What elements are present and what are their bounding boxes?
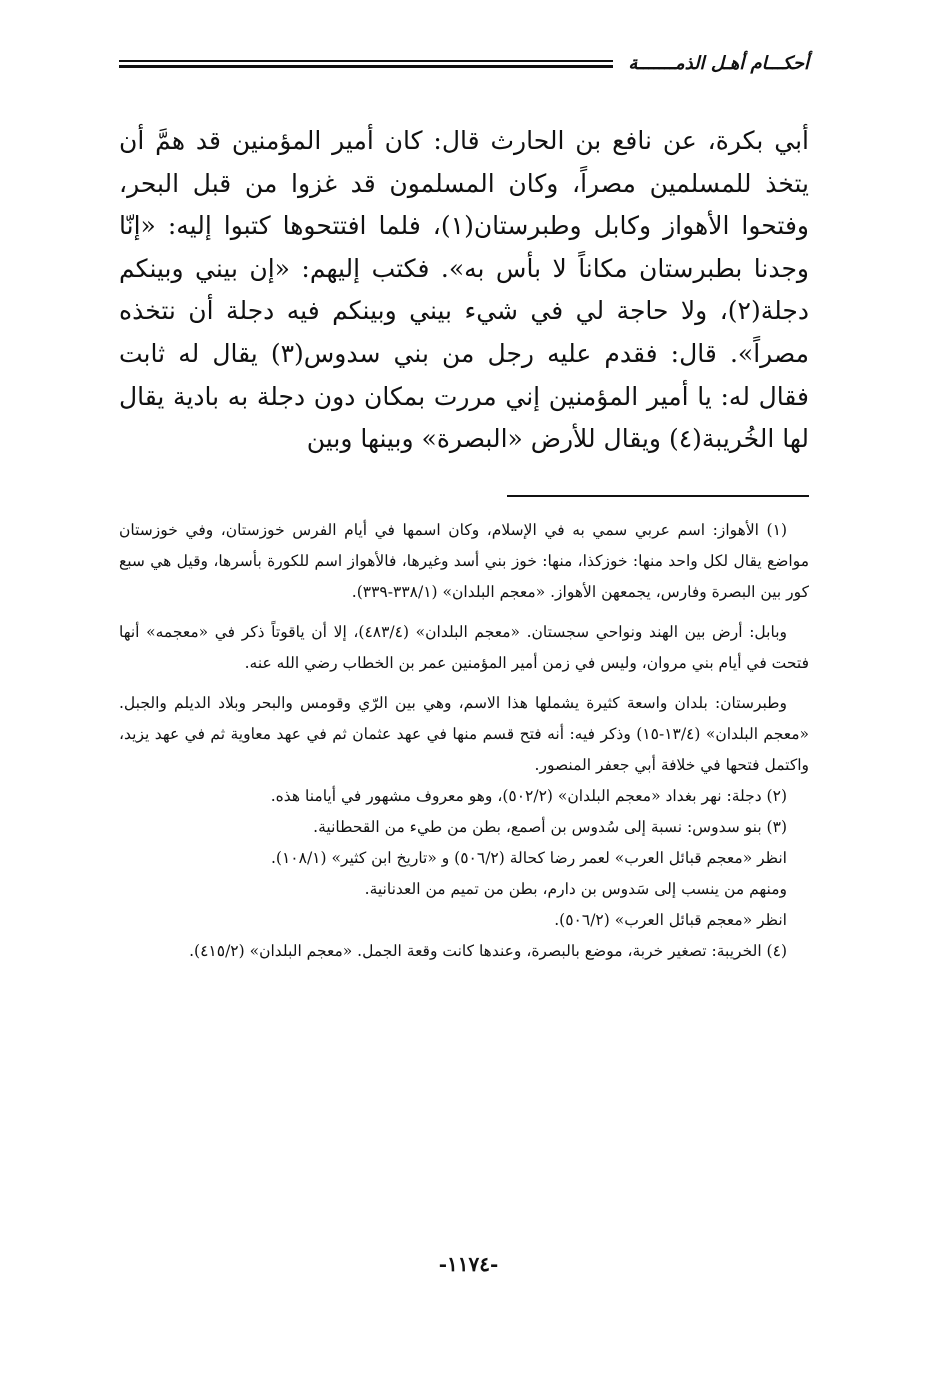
footnote-4-khuraiba: (٤) الخريبة: تصغير خربة، موضع بالبصرة، وعندها كانت وقعة الجمل. «معجم البلدان» (٤١٥/٢). xyxy=(189,942,787,960)
footnote-3-sadus-darim: ومنهم من ينسب إلى سَدوس بن دارم، بطن من تميم من العدنانية. xyxy=(364,880,787,898)
footnote-3-reference-2: انظر «معجم قبائل العرب» (٥٠٦/٢). xyxy=(554,911,787,929)
footnote-1-ahwaz: (١) الأهواز: اسم عربي سمي به في الإسلام، وكان اسمها في أيام الفرس خوزستان، وفي خوزستان مواضع يقال لكل واحد منها: خوزكذا، منها: خوز بني أسد وغيرها، فالأهواز اسم للكورة بأسرها، وقيل هي سبع كور بين البصرة وفارس، يجمعهن الأهواز. «معجم البلدان» (٣٣٨/١-٣٣٩). xyxy=(119,521,809,601)
footnote-separator xyxy=(507,495,809,497)
footnote-3-sadus: (٣) بنو سدوس: نسبة إلى سُدوس بن أصمع، بطن من طيء من القحطانية. xyxy=(313,818,787,836)
main-paragraph: أبي بكرة، عن نافع بن الحارث قال: كان أمير المؤمنين قد همَّ أن يتخذ للمسلمين مصراً، وكان المسلمون قد غزوا من قبل البحر، وفتحوا الأهواز وكابل وطبرستان(١)، فلما افتتحوها كتبوا إليه: «إنّا وجدنا بطبرستان مكاناً لا بأس به». فكتب إليهم: «إن بيني وبينكم دجلة(٢)، ولا حاجة لي في شيء بيني وبينكم فيه دجلة أن نتخذه مصراً». قال: فقدم عليه رجل من بني سدوس(٣) يقال له ثابت فقال له: يا أمير المؤمنين إني مررت بمكان دون دجلة به بادية يقال لها الخُريبة(٤) ويقال للأرض «البصرة» وبينها وبين xyxy=(119,126,809,454)
running-title: أحكـــام أهـل الذمـــــــة xyxy=(628,53,809,74)
footnote-1-kabul: وبابل: أرض بين الهند ونواحي سجستان. «معجم البلدان» (٤٨٣/٤)، إلا أن ياقوتاً ذكر في «معجمه» أنها فتحت في أيام بني مروان، وليس في زمن أمير المؤمنين عمر بن الخطاب رضي الله عنه. xyxy=(119,623,809,672)
main-text-block xyxy=(119,120,809,461)
footnotes-block xyxy=(119,515,809,967)
footnote-3-reference-1: انظر «معجم قبائل العرب» لعمر رضا كحالة (٥٠٦/٢) و «تاريخ ابن كثير» (١٠٨/١). xyxy=(270,849,787,867)
footnote-2-dijla: (٢) دجلة: نهر بغداد «معجم البلدان» (٥٠٢/٢)، وهو معروف مشهور في أيامنا هذه. xyxy=(270,787,787,805)
page-number: -١١٧٤- xyxy=(438,1252,499,1276)
header-double-rule xyxy=(119,60,613,68)
running-header xyxy=(119,52,809,82)
footnote-1-tabaristan: وطبرستان: بلدان واسعة كثيرة يشملها هذا الاسم، وهي بين الرّي وقومس والبحر وبلاد الديلم والجبل. «معجم البلدان» (١٣/٤-١٥) وذكر فيه: أنه فتح قسم منها في عهد عثمان ثم في عهد معاوية ثم في عهد يزيد، واكتمل فتحها في خلافة أبي جعفر المنصور. xyxy=(119,694,810,774)
